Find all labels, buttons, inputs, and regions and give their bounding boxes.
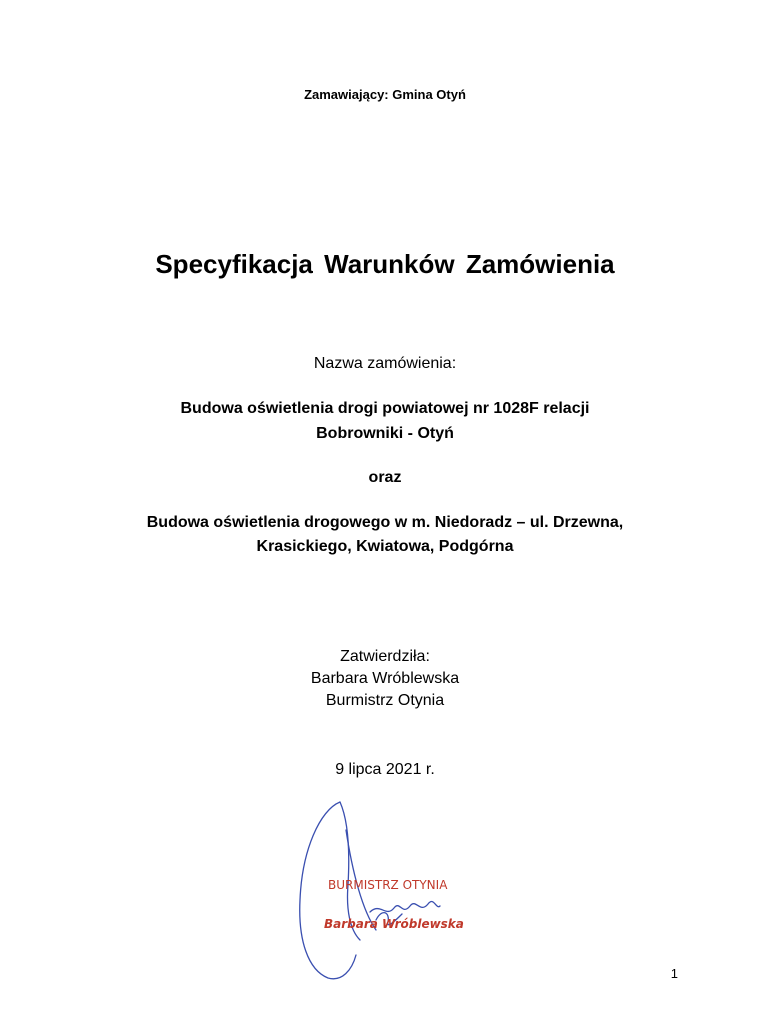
approver-name: Barbara Wróblewska bbox=[310, 670, 460, 687]
page-title: Specyfikacja Warunków Zamówienia bbox=[155, 249, 615, 279]
stamp-text bbox=[324, 878, 464, 931]
approver-role: Burmistrz Otynia bbox=[325, 692, 445, 709]
order-name-label: Nazwa zamówienia: bbox=[313, 355, 457, 372]
stamp-line1: BURMISTRZ OTYNIA bbox=[328, 878, 448, 892]
project2-line1: Budowa oświetlenia drogowego w m. Niedoradz – ul. Drzewna, bbox=[146, 514, 624, 531]
project2-line2: Krasickiego, Kwiatowa, Podgórna bbox=[256, 538, 514, 555]
project1-line1: Budowa oświetlenia drogi powiatowej nr 1028F relacji bbox=[180, 400, 590, 417]
conjunction-text: oraz bbox=[368, 469, 402, 486]
page-number: 1 bbox=[670, 966, 678, 981]
approved-label: Zatwierdziła: bbox=[340, 648, 430, 665]
ordering-party: Zamawiający: Gmina Otyń bbox=[304, 87, 466, 102]
document-date: 9 lipca 2021 r. bbox=[335, 761, 435, 778]
project1-line2: Bobrowniki - Otyń bbox=[316, 425, 454, 442]
signature-stamp bbox=[290, 790, 490, 990]
stamp-line2: Barbara Wróblewska bbox=[324, 917, 464, 931]
